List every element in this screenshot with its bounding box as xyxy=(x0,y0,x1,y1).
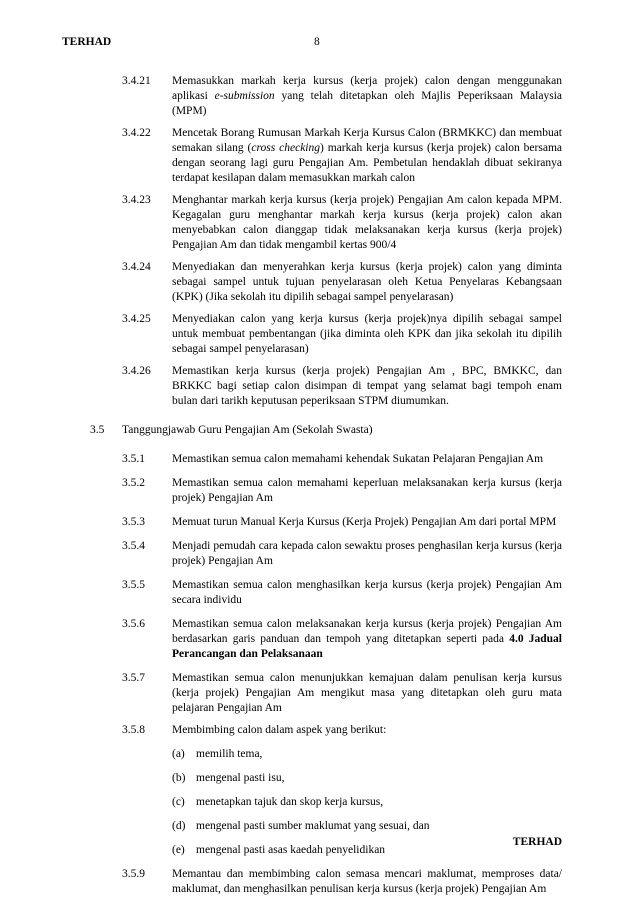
sub-item-text: mengenal pasti asas kaedah penyelidikan xyxy=(196,844,386,856)
sub-item-text: mengenal pasti sumber maklumat yang sesuai, dan xyxy=(196,820,430,832)
list-item xyxy=(0,74,638,119)
footer-classification: TERHAD xyxy=(512,836,562,848)
sub-item-text: mengenal pasti isu, xyxy=(196,772,285,784)
list-item xyxy=(0,260,638,305)
page-number: 8 xyxy=(314,36,320,48)
list-item xyxy=(0,867,638,897)
bold-reference: 4.0 Jadual Perancangan dan Pelaksanaan xyxy=(172,633,562,660)
item-number: 3.4.21 xyxy=(122,75,151,87)
sub-item-letter: (a) xyxy=(172,748,185,760)
item-number: 3.5.3 xyxy=(122,516,145,528)
item-number: 3.5.7 xyxy=(122,672,145,684)
item-text: Menjadi pemudah cara kepada calon sewaktu proses penghasilan kerja kursus (kerja projek) Pengajian Am xyxy=(172,540,562,567)
list-item xyxy=(0,671,638,716)
item-number: 3.4.24 xyxy=(122,261,151,273)
sub-item-letter: (e) xyxy=(172,844,185,856)
item-text: Memastikan semua calon memahami kehendak Sukatan Pelajaran Pengajian Am xyxy=(172,453,544,465)
list-item xyxy=(0,312,638,357)
sub-list-item xyxy=(0,771,638,786)
item-number: 3.5.5 xyxy=(122,579,145,591)
item-number: 3.4.23 xyxy=(122,194,151,206)
item-text: Membimbing calon dalam aspek yang berikut: xyxy=(172,724,387,736)
item-number: 3.4.26 xyxy=(122,365,151,377)
item-number: 3.5.6 xyxy=(122,618,145,630)
item-text: Mencetak Borang Rumusan Markah Kerja Kursus Calon (BRMKKC) dan membuat semakan silang (cross checking) markah kerja kursus (kerja projek) calon bersama dengan seorang lagi guru Pengajian Am. Pembetulan hendaklah dibuat sekiranya terdapat kesilapan dalam memasukkan markah calon xyxy=(172,127,562,184)
list-item xyxy=(0,193,638,253)
item-text: Menyediakan calon yang kerja kursus (kerja projek)nya dipilih sebagai sampel untuk membuat pembentangan (jika diminta oleh KPK dan jika sekolah itu dipilih sebagai sampel penyelarasan) xyxy=(172,313,562,355)
sub-item-letter: (c) xyxy=(172,796,185,808)
item-text: Memuat turun Manual Kerja Kursus (Kerja Projek) Pengajian Am dari portal MPM xyxy=(172,516,557,528)
section-title: Tanggungjawab Guru Pengajian Am (Sekolah Swasta) xyxy=(122,424,373,436)
item-text: Memastikan kerja kursus (kerja projek) Pengajian Am , BPC, BMKKC, dan BRKKC bagi setiap calon disimpan di tempat yang selamat bagi tempoh enam bulan dari tarikh keputusan peperiksaan STPM diumumkan. xyxy=(172,365,562,407)
item-text: Memasukkan markah kerja kursus (kerja projek) calon dengan menggunakan aplikasi e-submission yang telah ditetapkan oleh Majlis Peperiksaan Malaysia (MPM) xyxy=(172,75,562,117)
item-text: Memastikan semua calon menunjukkan kemajuan dalam penulisan kerja kursus (kerja projek) Pengajian Am mengikut masa yang ditetapkan oleh guru mata pelajaran Pengajian Am xyxy=(172,672,562,714)
emphasis: cross checking xyxy=(251,142,321,154)
list-item xyxy=(0,515,638,530)
emphasis: e-submission xyxy=(214,90,275,102)
item-text: Memastikan semua calon menghasilkan kerja kursus (kerja projek) Pengajian Am secara individu xyxy=(172,579,562,606)
list-item xyxy=(0,617,638,662)
list-item xyxy=(0,723,638,738)
item-number: 3.4.22 xyxy=(122,127,151,139)
sub-list-item xyxy=(0,747,638,762)
item-number: 3.5.8 xyxy=(122,724,145,736)
item-number: 3.5.1 xyxy=(122,453,145,465)
sub-item-letter: (d) xyxy=(172,820,186,832)
document-body xyxy=(0,74,638,897)
list-item xyxy=(0,539,638,569)
item-text: Menghantar markah kerja kursus (kerja projek) Pengajian Am calon kepada MPM. Kegagalan guru menghantar markah kerja kursus (kerja projek) calon akan menyebabkan calon dianggap tidak melaksanakan kerja kursus (kerja projek) Pengajian Am dan tidak mengambil kertas 900/4 xyxy=(172,194,562,251)
sub-item-letter: (b) xyxy=(172,772,186,784)
header-classification: TERHAD xyxy=(62,36,112,48)
item-text: Menyediakan dan menyerahkan kerja kursus (kerja projek) calon yang diminta sebagai sampel untuk tujuan penyelarasan oleh Ketua Penyelaras Kebangsaan (KPK) (Jika sekolah itu dipilih sebagai sampel penyelarasan) xyxy=(172,261,562,303)
list-item xyxy=(0,476,638,506)
item-text: Memastikan semua calon memahami keperluan melaksanakan kerja kursus (kerja projek) Pengajian Am xyxy=(172,477,562,504)
sub-item-text: memilih tema, xyxy=(196,748,263,760)
list-item xyxy=(0,364,638,409)
list-item xyxy=(0,452,638,467)
section-heading xyxy=(0,423,638,438)
item-text: Memastikan semua calon melaksanakan kerja kursus (kerja projek) Pengajian Am berdasarkan garis panduan dan tempoh yang ditetapkan seperti pada 4.0 Jadual Perancangan dan Pelaksanaan xyxy=(172,618,562,660)
sub-list-item xyxy=(0,819,638,834)
item-number: 3.5.9 xyxy=(122,868,145,880)
list-item xyxy=(0,126,638,186)
section-number: 3.5 xyxy=(90,424,105,436)
item-number: 3.5.4 xyxy=(122,540,145,552)
sub-list-item xyxy=(0,795,638,810)
item-number: 3.4.25 xyxy=(122,313,151,325)
sub-item-text: menetapkan tajuk dan skop kerja kursus, xyxy=(196,796,384,808)
item-text: Memantau dan membimbing calon semasa mencari maklumat, memproses data/ maklumat, dan menghasilkan penulisan kerja kursus (kerja projek) Pengajian Am xyxy=(172,868,562,895)
list-item xyxy=(0,578,638,608)
item-number: 3.5.2 xyxy=(122,477,145,489)
